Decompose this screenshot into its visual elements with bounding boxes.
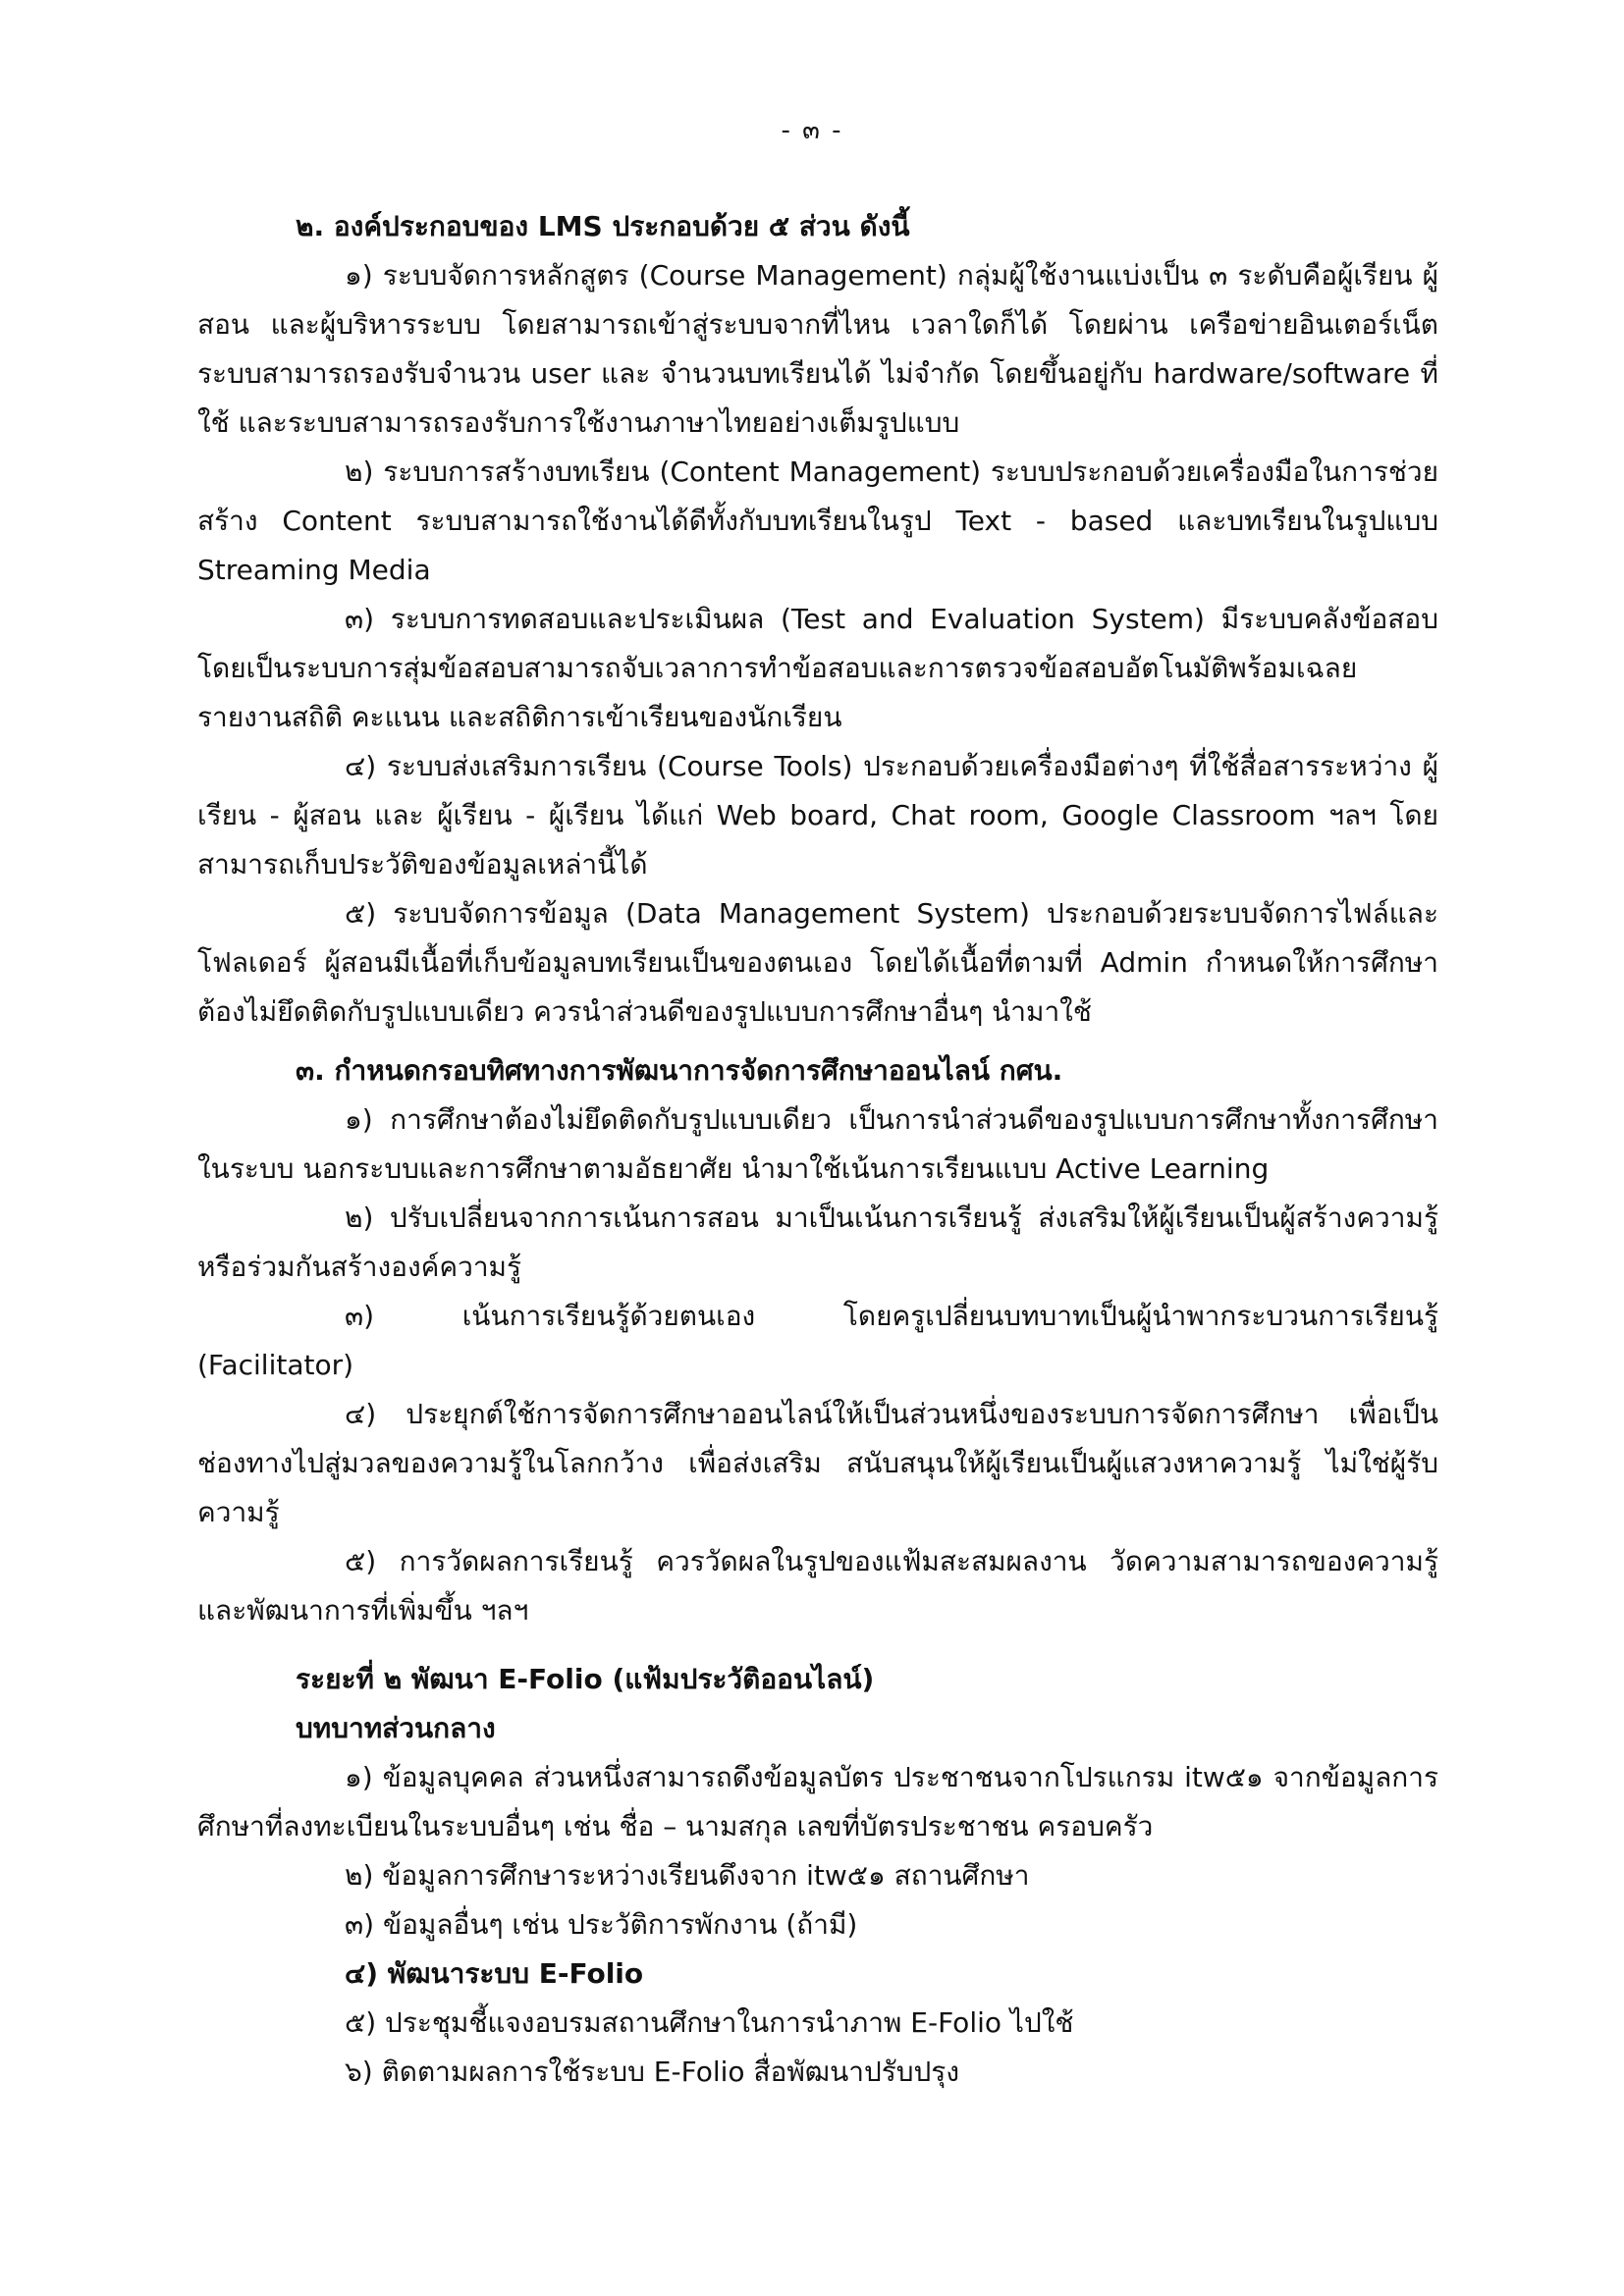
section-lms-components	[197, 202, 1438, 1037]
paragraph: ๓) เน้นการเรียนรู้ด้วยตนเอง โดยครูเปลี่ยนบทบาทเป็นผู้นำพากระบวนการเรียนรู้ (Facilitator)	[197, 1300, 1438, 1381]
spacer	[197, 1635, 1438, 1655]
section-heading: ๓. กำหนดกรอบทิศทางการพัฒนาการจัดการศึกษาออนไลน์ กศน.	[296, 1054, 1063, 1087]
spacer	[197, 1037, 1438, 1046]
phase-subheading: บทบาทส่วนกลาง	[296, 1712, 496, 1744]
paragraph: ๓) ระบบการทดสอบและประเมินผล (Test and Evaluation System) มีระบบคลังข้อสอบ โดยเป็นระบบการสุ่มข้อสอบสามารถจับเวลาการทำข้อสอบและการตรวจข้อสอบอัตโนมัติพร้อมเฉลย รายงานสถิติ คะแนน และสถิติการเข้าเรียนของนักเรียน	[197, 603, 1438, 733]
paragraph: ๑) ข้อมูลบุคคล ส่วนหนึ่งสามารถดึงข้อมูลบัตร ประชาชนจากโปรแกรม itw๕๑ จากข้อมูลการศึกษาที่ลงทะเบียนในระบบอื่นๆ เช่น ชื่อ – นามสกุล เลขที่บัตรประชาชน ครอบครัว	[197, 1761, 1438, 1842]
paragraph: ๒) ปรับเปลี่ยนจากการเน้นการสอน มาเป็นเน้นการเรียนรู้ ส่งเสริมให้ผู้เรียนเป็นผู้สร้างความรู้ หรือร่วมกันสร้างองค์ความรู้	[197, 1201, 1438, 1283]
list-item: ๕) ประชุมชี้แจงอบรมสถานศึกษาในการนำภาพ E-Folio ไปใช้	[345, 2006, 1074, 2039]
paragraph: ๑) ระบบจัดการหลักสูตร (Course Management) กลุ่มผู้ใช้งานแบ่งเป็น ๓ ระดับคือผู้เรียน ผู้สอน และผู้บริหารระบบ โดยสามารถเข้าสู่ระบบจากที่ไหน เวลาใดก็ได้ โดยผ่าน เครือข่ายอินเตอร์เน็ต ระบบสามารถรองรับจำนวน user และ จำนวนบทเรียนได้ ไม่จำกัด โดยขึ้นอยู่กับ hardware/software ที่ใช้ และระบบสามารถรองรับการใช้งานภาษาไทยอย่างเต็มรูปแบบ	[197, 259, 1438, 439]
page-number: - ๓ -	[781, 116, 843, 145]
list-item: ๓) ข้อมูลอื่นๆ เช่น ประวัติการพักงาน (ถ้ามี)	[345, 1908, 858, 1941]
phase-heading: ระยะที่ ๒ พัฒนา E-Folio (แฟ้มประวัติออนไลน์)	[296, 1663, 875, 1695]
paragraph: ๕) ระบบจัดการข้อมูล (Data Management System) ประกอบด้วยระบบจัดการไฟล์และโฟลเดอร์ ผู้สอนมีเนื้อที่เก็บข้อมูลบทเรียนเป็นของตนเอง โดยได้เนื้อที่ตามที่ Admin กำหนดให้การศึกษาต้องไม่ยึดติดกับรูปแบบเดียว ควรนำส่วนดีของรูปแบบการศึกษาอื่นๆ นำมาใช้	[197, 897, 1438, 1028]
document-body	[197, 202, 1438, 2097]
list-item: ๒) ข้อมูลการศึกษาระหว่างเรียนดึงจาก itw๕๑ สถานศึกษา	[345, 1859, 1030, 1892]
section-phase-2-efolio	[197, 1655, 1438, 2097]
paragraph: ๑) การศึกษาต้องไม่ยึดติดกับรูปแบบเดียว เป็นการนำส่วนดีของรูปแบบการศึกษาทั้งการศึกษาในระบบ นอกระบบและการศึกษาตามอัธยาศัย นำมาใช้เน้นการเรียนแบบ Active Learning	[197, 1103, 1438, 1185]
list-item-highlighted: ๔) พัฒนาระบบ E-Folio	[345, 1957, 644, 1990]
paragraph: ๔) ระบบส่งเสริมการเรียน (Course Tools) ประกอบด้วยเครื่องมือต่างๆ ที่ใช้สื่อสารระหว่าง ผู้เรียน - ผู้สอน และ ผู้เรียน - ผู้เรียน ได้แก่ Web board, Chat room, Google Classroom ฯลฯ โดยสามารถเก็บประวัติของข้อมูลเหล่านี้ได้	[197, 750, 1438, 881]
paragraph: ๒) ระบบการสร้างบทเรียน (Content Management) ระบบประกอบด้วยเครื่องมือในการช่วยสร้าง Content ระบบสามารถใช้งานได้ดีทั้งกับบทเรียนในรูป Text - based และบทเรียนในรูปแบบ Streaming Media	[197, 455, 1438, 586]
section-heading: ๒. องค์ประกอบของ LMS ประกอบด้วย ๕ ส่วน ดังนี้	[296, 210, 910, 242]
paragraph: ๔) ประยุกต์ใช้การจัดการศึกษาออนไลน์ให้เป็นส่วนหนึ่งของระบบการจัดการศึกษา เพื่อเป็นช่องทางไปสู่มวลของความรู้ในโลกกว้าง เพื่อส่งเสริม สนับสนุนให้ผู้เรียนเป็นผู้แสวงหาความรู้ ไม่ใช่ผู้รับความรู้	[197, 1398, 1438, 1528]
section-online-education-framework	[197, 1046, 1438, 1635]
paragraph: ๕) การวัดผลการเรียนรู้ ควรวัดผลในรูปของแฟ้มสะสมผลงาน วัดความสามารถของความรู้และพัฒนาการที่เพิ่มขึ้น ฯลฯ	[197, 1545, 1438, 1627]
list-item: ๖) ติดตามผลการใช้ระบบ E-Folio สื่อพัฒนาปรับปรุง	[345, 2056, 960, 2088]
